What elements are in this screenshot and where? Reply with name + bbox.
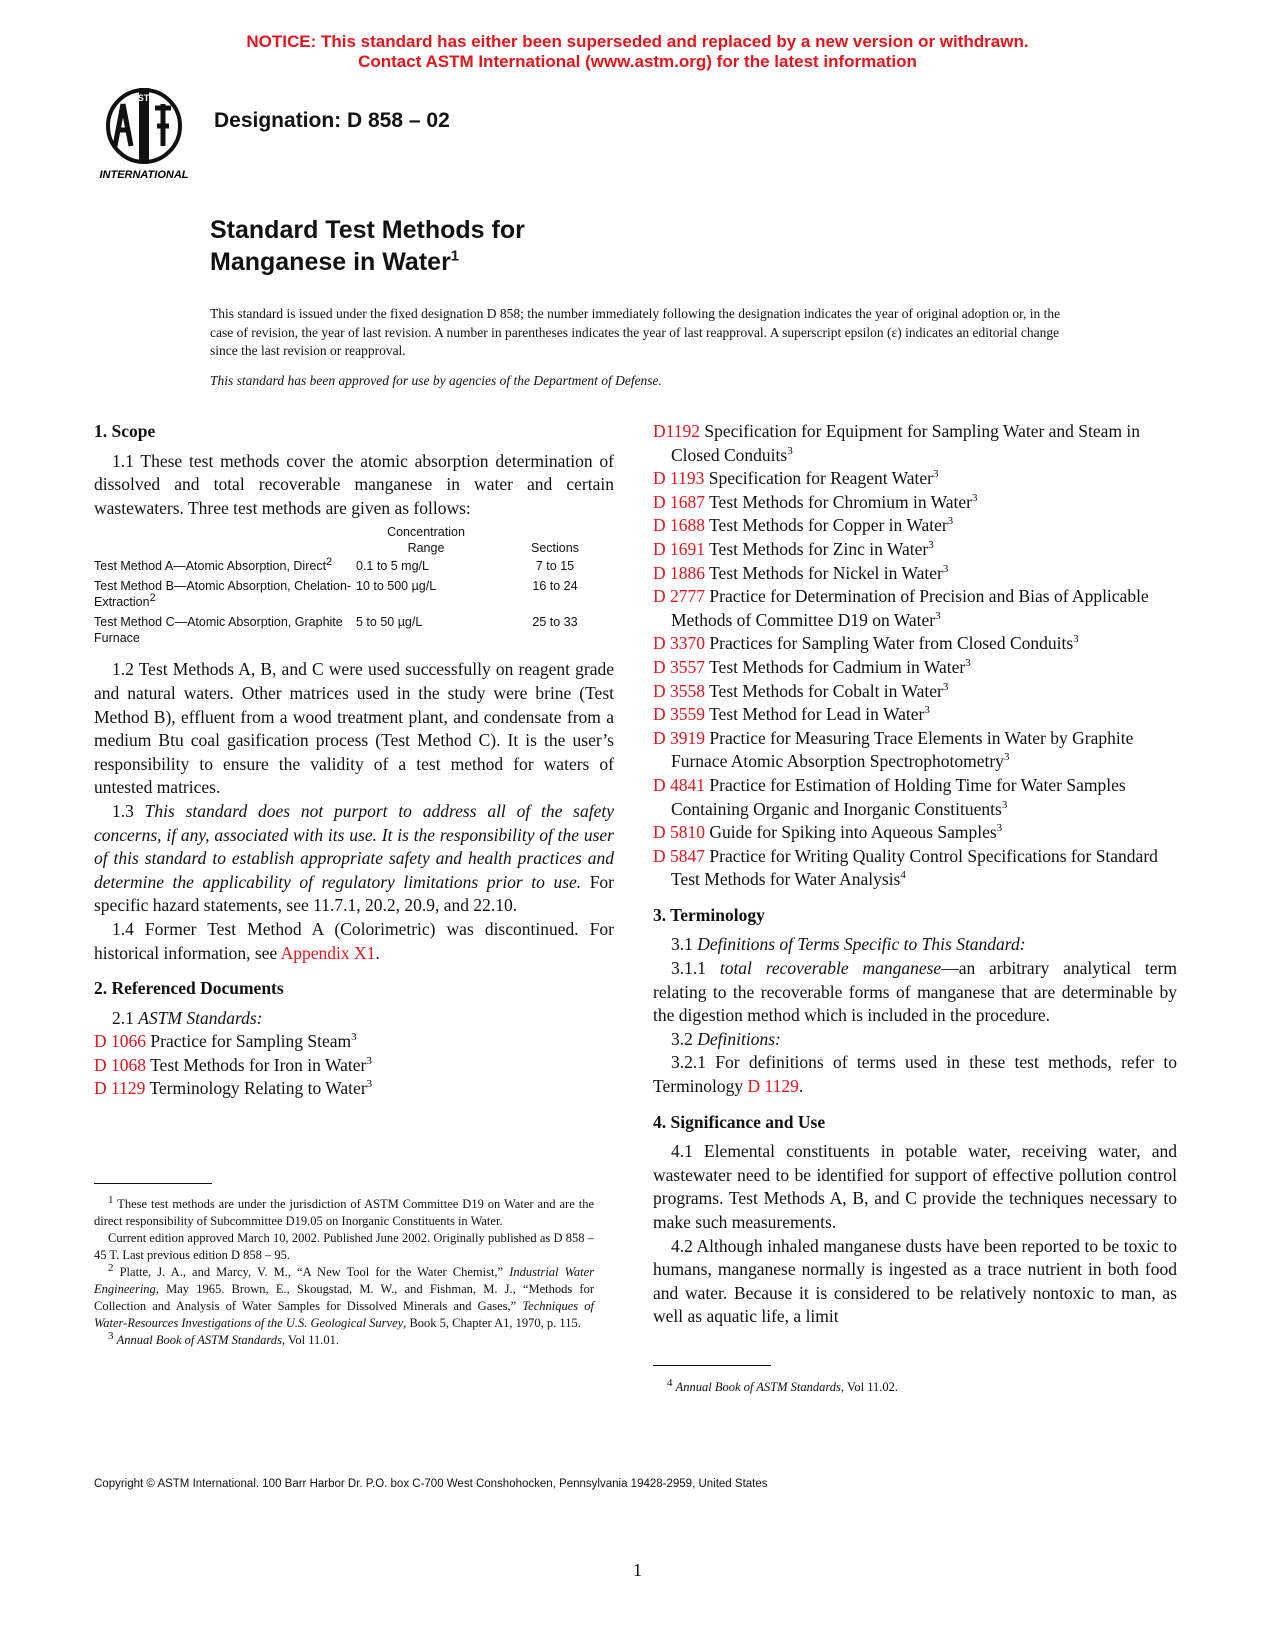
logo-text: INTERNATIONAL [99,169,189,181]
list-item: D1192 Specification for Equipment for Sampling Water and Steam in Closed Conduits$^3$ [653,421,1141,465]
ref-link[interactable]: D 1129 [94,1078,146,1099]
ref-link[interactable]: D 3559 [653,704,706,725]
list-item: D 3557 Test Methods for Cadmium in Water$^3$ [653,656,971,677]
scope-heading: 1. Scope [94,421,156,441]
ref-link[interactable]: D 1691 [653,538,706,559]
ref-link[interactable]: D 4841 [653,774,706,795]
list-item: D 1886 Test Methods for Nickel in Water$^3$ [653,562,949,583]
list-item: D 3370 Practices for Sampling Water from Closed Conduits$^3$ [653,633,1079,654]
ref-link[interactable]: D 1886 [653,562,706,583]
issued-note: This standard is issued under the fixed designation D 858; the number immediately following the designation indicates the year of original adoption or, in the case of revision, the year of last revision. A number in parentheses indicates the year of last reapproval. A superscript epsilon (ε) indicates an editorial change since the last revision or reapproval. [210,306,1061,358]
terminology-3-2: 3.2 Definitions: [671,1028,781,1049]
list-item: D 5810 Guide for Spiking into Aqueous Samples$^3$ [653,822,1003,843]
withdrawn-notice [0,32,1275,72]
ref-link[interactable]: D 5847 [653,845,706,866]
ref-link[interactable]: D 1688 [653,515,706,536]
list-item: D 3919 Practice for Measuring Trace Elements in Water by Graphite Furnace Atomic Absorption Spectrophotometry$^3$ [653,727,1134,772]
scope-para-1-2: 1.2 Test Methods A, B, and C were used successfully on reagent grade and natural waters. Other matrices used in the study were brine (Test Method B), effluent from a wood treatment plant, and condensate from a medium Btu coal gasification process (Test Method C). It is the user’s responsibility to ensure the validity of a test method for waters of untested matrices. [94,659,614,798]
footnote-rule-left [94,1183,212,1184]
ref-link[interactable]: D 1129 [747,1076,799,1097]
ref-link[interactable]: D 3557 [653,656,706,677]
ref-link[interactable]: D 5810 [653,822,706,843]
table-row: Test Method C—Atomic Absorption, Graphite Furnace 5 to 50 µg/L 25 to 33 [94,615,578,646]
footnote-1: $^1$ These test methods are under the jurisdiction of ASTM Committee D19 on Water and are the direct responsibility of Subcommittee D19.05 on Inorganic Constituents in Water. [94,1193,594,1228]
astm-standards-subheading: 2.1 ASTM Standards: [112,1007,263,1028]
list-item: D 5847 Practice for Writing Quality Control Specifications for Standard Test Methods for Water Analysis$^4$ [653,845,1158,890]
list-item: D 4841 Practice for Estimation of Holding Time for Water Samples Containing Organic and Inorganic Constituents$^3$ [653,774,1126,819]
list-item: D 1691 Test Methods for Zinc in Water$^3$ [653,538,934,559]
ref-link[interactable]: D 3919 [653,727,706,748]
list-item: D 1193 Specification for Reagent Water$^3$ [653,468,939,489]
footnotes-right [653,1376,1173,1396]
footnote-4: $^4$ Annual Book of ASTM Standards, Vol 11.02. [667,1376,898,1394]
table-row: Test Method B—Atomic Absorption, Chelation-Extraction$^2$ 10 to 500 µg/L 16 to 24 [94,579,578,610]
ref-link[interactable]: D 3558 [653,680,706,701]
notice-line-1: NOTICE: This standard has either been superseded and replaced by a new version or withdrawn. [246,32,1029,51]
terminology-3-1-1: 3.1.1 total recoverable manganese—an arbitrary analytical term relating to the recoverable forms of manganese that are determinable by the digestion method which is included in the procedure. [653,958,1177,1026]
list-item: D 1068 Test Methods for Iron in Water$^3$ [94,1054,372,1075]
scope-para-1-3: 1.3 This standard does not purport to address all of the safety concerns, if any, associated with its use. It is the responsibility of the user of this standard to establish appropriate safety and health practices and determine the applicability of regulatory limitations prior to use. For specific hazard statements, see 11.7.1, 20.2, 20.9, and 22.10. [94,800,614,916]
list-item: D 1688 Test Methods for Copper in Water$^3$ [653,515,954,536]
referenced-heading: 2. Referenced Documents [94,978,284,999]
list-item: D 3558 Test Methods for Cobalt in Water$^3$ [653,680,949,701]
title-footnote-marker: 1 [450,247,460,265]
ref-link[interactable]: D1192 [653,421,700,441]
terminology-3-1: 3.1 Definitions of Terms Specific to This Standard: [671,934,1026,955]
footnotes-left [94,1193,595,1349]
list-item: D 1129 Terminology Relating to Water$^3$ [94,1078,373,1099]
page-title [210,214,525,278]
footnote-2: $^2$ Platte, J. A., and Marcy, V. M., “A New Tool for the Water Chemist,” Industrial Water Engineering, May 1965. Brown, E., Skougstad, M. W., and Fishman, M. J., “Methods for Collection and Analysis of Water Samples for Dissolved Minerals and Gases,” Techniques of Water-Resources Investigations of the U.S. Geological Survey, Book 5, Chapter A1, 1970, p. 115. [94,1261,595,1330]
approved-note: This standard has been approved for use by agencies of the Department of Defense. [210,373,662,388]
list-item: D 2777 Practice for Determination of Precision and Bias of Applicable Methods of Committee D19 on Water$^3$ [653,586,1149,630]
ref-link[interactable]: D 1068 [94,1054,147,1075]
significance-heading: 4. Significance and Use [653,1111,826,1132]
col-header-range: Concentration Range [387,525,465,556]
title-line-2: Manganese in Water [210,248,451,276]
notice-line-2[interactable]: Contact ASTM International (www.astm.org) for the latest information [358,52,917,71]
astm-logo [93,86,195,184]
significance-4-1: 4.1 Elemental constituents in potable water, receiving water, and wastewater need to be identified for support of effective pollution control programs. Test Methods A, B, and C provide the techniques necessary to make such measurements. [653,1141,1177,1232]
logo-mark: ASTM [131,93,157,103]
footnote-1b: Current edition approved March 10, 2002. Published June 2002. Originally published as D 858 – 45 T. Last previous edition D 858 – 95. [94,1231,594,1262]
test-methods-table [94,524,614,648]
ref-link[interactable]: D 2777 [653,586,706,607]
appendix-link[interactable]: Appendix X1 [280,942,376,963]
right-column [653,420,1177,1329]
page-number: 1 [633,1560,642,1580]
significance-4-2: 4.2 Although inhaled manganese dusts have been reported to be toxic to humans, manganese normally is ingested as a trace nutrient in both food and water. Because it is considered to be relatively nontoxic to man, as well as aquatic life, a limit [653,1235,1177,1327]
terminology-heading: 3. Terminology [653,904,765,925]
footnote-rule-right [653,1365,771,1366]
left-column [94,420,614,1101]
table-row: Test Method A—Atomic Absorption, Direct$^2$ 0.1 to 5 mg/L 7 to 15 [94,556,575,574]
scope-para-1-1: 1.1 These test methods cover the atomic absorption determination of dissolved and total recoverable manganese in water and certain wastewaters. Three test methods are given as follows: [94,450,614,518]
list-item: D 3559 Test Method for Lead in Water$^3$ [653,704,930,725]
title-line-1: Standard Test Methods for [210,216,525,244]
list-item: D 1687 Test Methods for Chromium in Water$^3$ [653,491,978,512]
terminology-3-2-1: 3.2.1 For definitions of terms used in these test methods, refer to Terminology D 1129. [653,1052,1177,1097]
copyright: Copyright © ASTM International. 100 Barr Harbor Dr. P.O. box C-700 West Conshohocken, Pennsylvania 19428-2959, United States [94,1478,768,1490]
scope-para-1-4: 1.4 Former Test Method A (Colorimetric) was discontinued. For historical information, see Appendix X1. [94,918,614,963]
footnote-3: $^3$ Annual Book of ASTM Standards, Vol 11.01. [108,1329,339,1347]
ref-link[interactable]: D 3370 [653,633,706,654]
ref-link[interactable]: D 1066 [94,1031,147,1052]
ref-link[interactable]: D 1687 [653,491,706,512]
list-item: D 1066 Practice for Sampling Steam$^3$ [94,1031,357,1052]
col-header-sections: Sections [531,541,579,556]
ref-link[interactable]: D 1193 [653,468,705,489]
designation: Designation: D 858 – 02 [214,109,450,132]
